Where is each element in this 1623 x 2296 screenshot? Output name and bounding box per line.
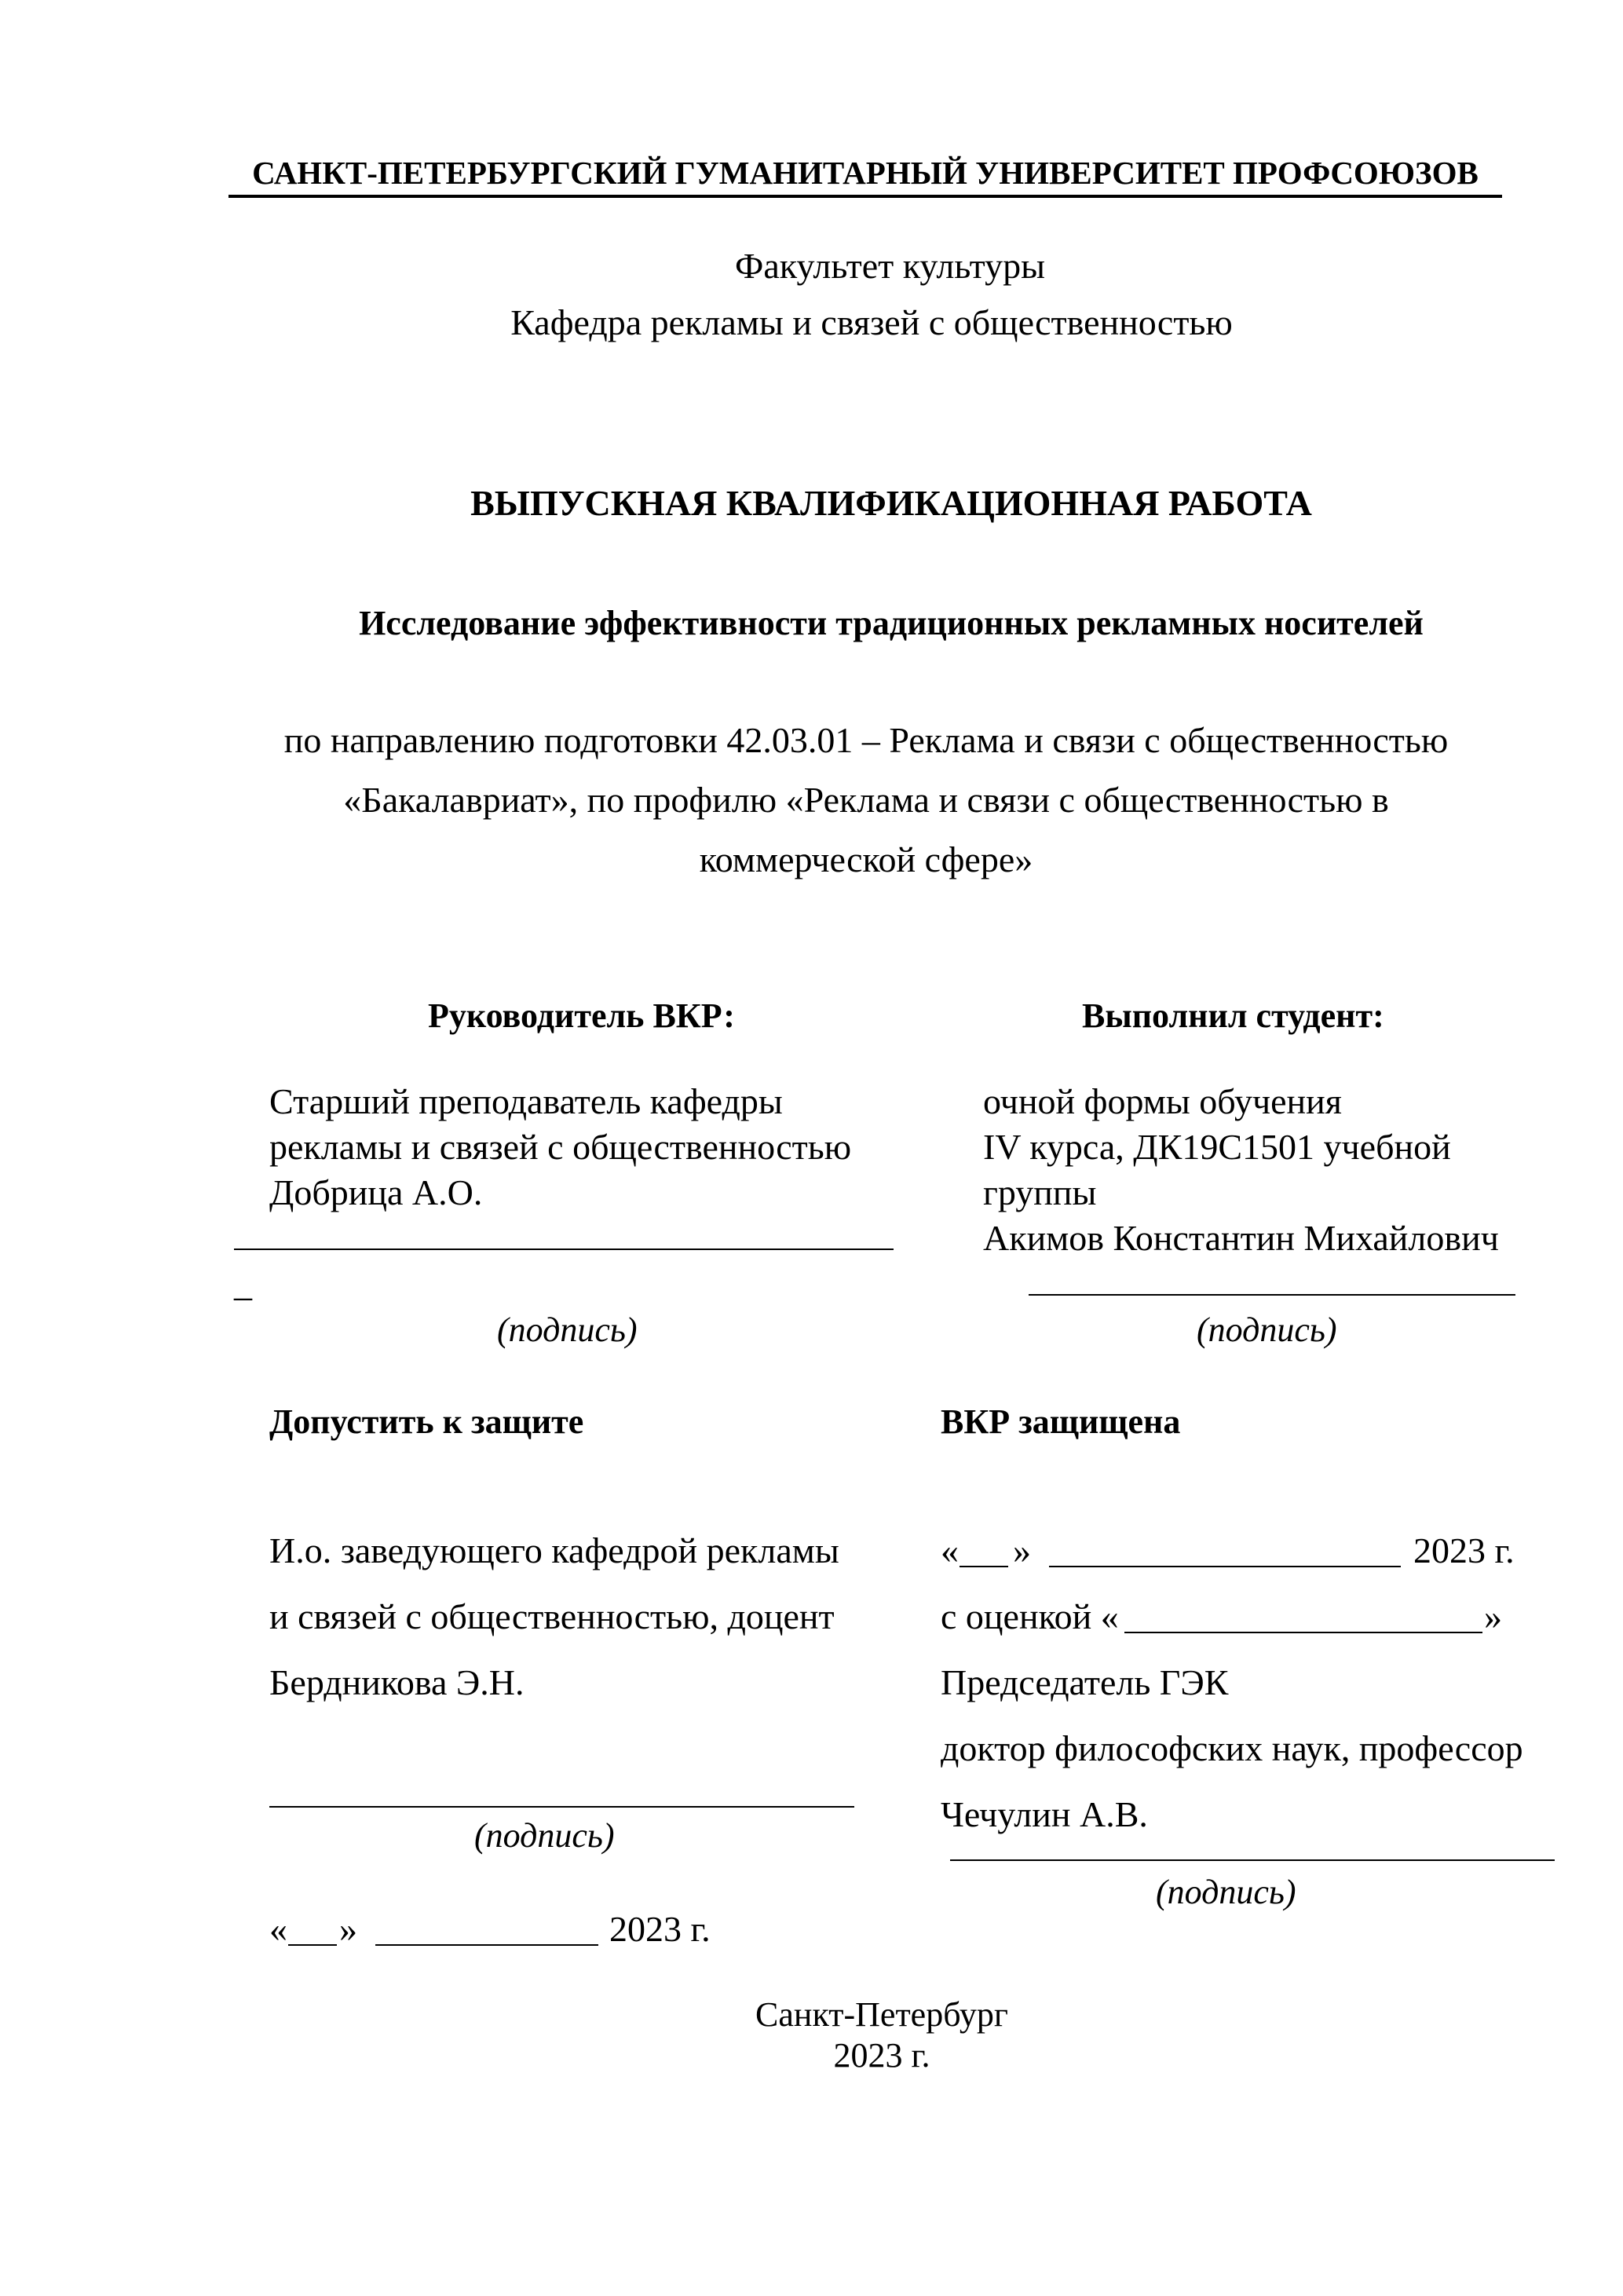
defended-signature-label: (подпись) [1156,1873,1296,1911]
admit-date-year: 2023 г. [609,1909,711,1949]
footer-city: Санкт-Петербург [755,1995,1008,2034]
defended-date-year: 2023 г. [1413,1530,1515,1570]
defended-grade-prefix: с оценкой « [941,1596,1119,1636]
defended-date-day-blank [960,1566,1008,1567]
supervisor-signature-label: (подпись) [497,1311,638,1349]
student-line-1: очной формы обучения [983,1081,1342,1121]
admit-date-month-blank [375,1944,598,1946]
admit-signature-label: (подпись) [474,1816,615,1855]
supervisor-line-2: рекламы и связей с общественностью [269,1127,852,1167]
admit-date-open: « [269,1909,287,1949]
defended-grade-blank [1124,1632,1482,1633]
work-type: ВЫПУСКНАЯ КВАЛИФИКАЦИОННАЯ РАБОТА [470,483,1312,523]
admit-line-2: и связей с общественностью, доцент [269,1596,835,1636]
defended-line-2: доктор философских наук, профессор [941,1728,1523,1768]
admit-heading: Допустить к защите [269,1402,584,1441]
student-signature-label: (подпись) [1197,1311,1337,1349]
defended-line-3: Чечулин А.В. [941,1794,1148,1834]
defended-date-open: « [941,1530,959,1570]
faculty-name: Факультет культуры [735,246,1045,286]
student-line-3: группы [983,1172,1097,1212]
direction-line-3: коммерческой сфере» [699,839,1033,879]
supervisor-signature-line [234,1249,894,1250]
defended-heading: ВКР защищена [941,1402,1181,1441]
student-signature-line [1029,1294,1515,1296]
supervisor-dash: _ [234,1263,252,1303]
direction-line-2: «Бакалавриат», по профилю «Реклама и связи с общественностью в [343,780,1389,820]
admit-date-day-blank [288,1944,337,1946]
supervisor-line-1: Старший преподаватель кафедры [269,1081,783,1121]
work-title: Исследование эффективности традиционных рекламных носителей [359,604,1424,642]
supervisor-line-3: Добрица А.О. [269,1172,483,1212]
admit-date-close: » [339,1909,357,1949]
admit-line-1: И.о. заведующего кафедрой рекламы [269,1530,839,1570]
admit-line-3: Бердникова Э.Н. [269,1662,525,1702]
defended-date-close: » [1013,1530,1031,1570]
admit-signature-line [269,1806,854,1808]
defended-signature-line [950,1859,1555,1861]
defended-date-month-blank [1049,1566,1401,1567]
department-name: Кафедра рекламы и связей с общественностью [510,302,1233,342]
direction-line-1: по направлению подготовки 42.03.01 – Реклама и связи с общественностью [283,720,1449,760]
header-rule [228,195,1502,198]
defended-grade-suffix: » [1484,1596,1502,1636]
student-line-4: Акимов Константин Михайлович [983,1218,1499,1258]
defended-line-1: Председатель ГЭК [941,1662,1229,1702]
supervisor-heading: Руководитель ВКР: [428,996,735,1035]
student-heading: Выполнил студент: [1082,996,1384,1035]
student-line-2: IV курса, ДК19С1501 учебной [983,1127,1451,1167]
footer-year: 2023 г. [833,2036,930,2075]
university-name: САНКТ-ПЕТЕРБУРГСКИЙ ГУМАНИТАРНЫЙ УНИВЕРСИТЕТ ПРОФСОЮЗОВ [252,155,1479,191]
